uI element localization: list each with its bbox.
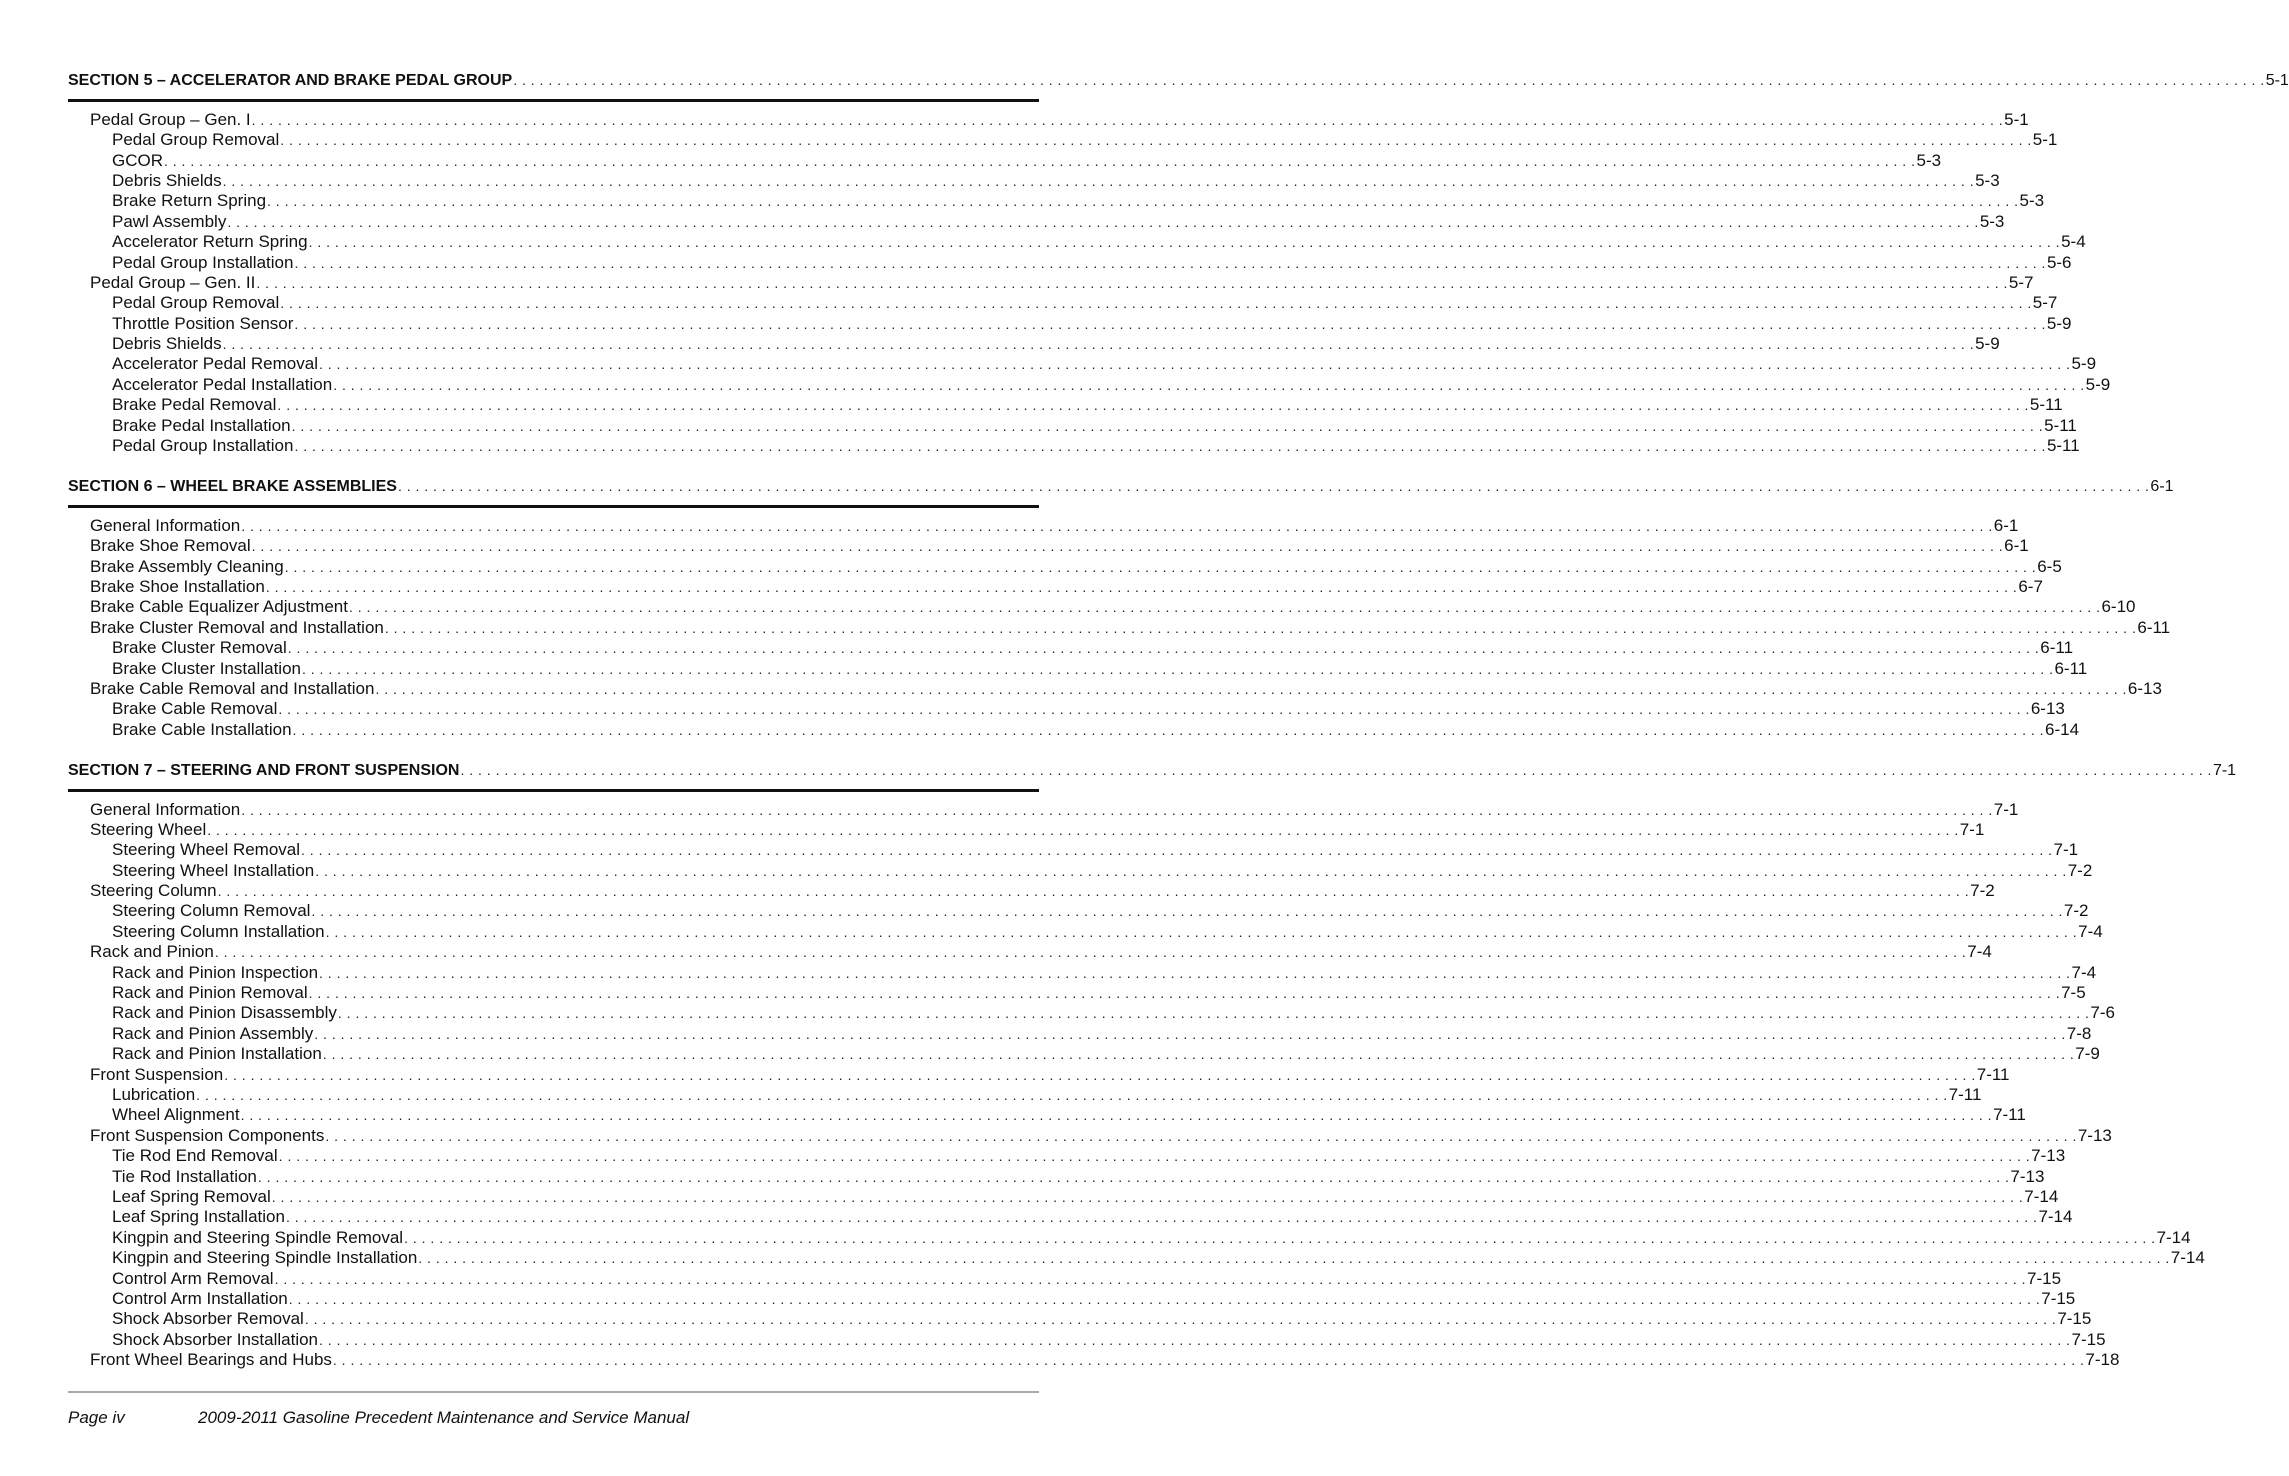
dot-leader: . . . . . . . . . . . . . . . . . . . . . . . . . . . . . . . . . . . . . . . . . . . . . . . . . . . . . . . . . . . . . . . . . . . . . . . . . . . . . . . . . . . . . . . . . . . . . . . . . . . . . . . . . . . . . . . . . . . . . . . . . . . . . . . . . . . . . . . . . . . . . . . . . . . . . . . . . . . . . . . . . . . . . . . . . . . . . . . . . . . . . . . . . . . . . . . . . . . . . . . . [257,1168,2010,1185]
dot-leader: . . . . . . . . . . . . . . . . . . . . . . . . . . . . . . . . . . . . . . . . . . . . . . . . . . . . . . . . . . . . . . . . . . . . . . . . . . . . . . . . . . . . . . . . . . . . . . . . . . . . . . . . . . . . . . . . . . . . . . . . . . . . . . . . . . . . . . . . . . . . . . . . . . . . . . . . . . . . . . . . . . . . . . . . . . . . . . . . . . . . . . . . . . . . . . . . . . . . . . . . [251,538,2004,555]
dot-leader: . . . . . . . . . . . . . . . . . . . . . . . . . . . . . . . . . . . . . . . . . . . . . . . . . . . . . . . . . . . . . . . . . . . . . . . . . . . . . . . . . . . . . . . . . . . . . . . . . . . . . . . . . . . . . . . . . . . . . . . . . . . . . . . . . . . . . . . . . . . . . . . . . . . . . . . . . . . . . . . . . . . . . . . . . . . . . . . . . . . . . . . . . . . . . . . . . . . . . . . . [375,680,2127,697]
dot-leader: . . . . . . . . . . . . . . . . . . . . . . . . . . . . . . . . . . . . . . . . . . . . . . . . . . . . . . . . . . . . . . . . . . . . . . . . . . . . . . . . . . . . . . . . . . . . . . . . . . . . . . . . . . . . . . . . . . . . . . . . . . . . . . . . . . . . . . . . . . . . . . . . . . . . . . . . . . . . . . . . . . . . . . . . . . . . . . . . . . . . . . . . . . . . . . . . . . . . . . . . [291,417,2044,434]
toc-entry[interactable] [68,109,2029,130]
entry-title: Debris Shields [112,334,222,354]
entry-title: Control Arm Installation [112,1288,288,1308]
page-number: 6-11 [2054,658,2088,678]
dot-leader: . . . . . . . . . . . . . . . . . . . . . . . . . . . . . . . . . . . . . . . . . . . . . . . . . . . . . . . . . . . . . . . . . . . . . . . . . . . . . . . . . . . . . . . . . . . . . . . . . . . . . . . . . . . . . . . . . . . . . . . . . . . . . . . . . . . . . . . . . . . . . . . . . . . . . . . . . . . . . . . . . . . . . . . . . . . . . . . . . . . . . . . . . . . . . . . . . . . . . . . . [274,1270,2027,1287]
page-number: 7-1 [1959,819,1985,839]
entry-title: Pedal Group – Gen. II [90,272,256,292]
dot-leader: . . . . . . . . . . . . . . . . . . . . . . . . . . . . . . . . . . . . . . . . . . . . . . . . . . . . . . . . . . . . . . . . . . . . . . . . . . . . . . . . . . . . . . . . . . . . . . . . . . . . . . . . . . . . . . . . . . . . . . . . . . . . . . . . . . . . . . . . . . . . . . . . . . . . . . . . . . . . . . . . . . . . . . . . . . . . . . . . . . . . . . . . . . . . . . . . . . . . . . . . [164,152,1916,169]
page-number: 7-1 [2212,761,2237,779]
dot-leader: . . . . . . . . . . . . . . . . . . . . . . . . . . . . . . . . . . . . . . . . . . . . . . . . . . . . . . . . . . . . . . . . . . . . . . . . . . . . . . . . . . . . . . . . . . . . . . . . . . . . . . . . . . . . . . . . . . . . . . . . . . . . . . . . . . . . . . . . . . . . . . . . . . . . . . . . . . . . . . . . . . . . . . . . . . . . . . . . . . . . . . . . . . . . . . . . . . . . . . . . [251,111,2004,128]
toc-entry[interactable] [68,962,2097,983]
dot-leader: . . . . . . . . . . . . . . . . . . . . . . . . . . . . . . . . . . . . . . . . . . . . . . . . . . . . . . . . . . . . . . . . . . . . . . . . . . . . . . . . . . . . . . . . . . . . . . . . . . . . . . . . . . . . . . . . . . . . . . . . . . . . . . . . . . . . . . . . . . . . . . . . . . . . . . . . . . . . . . . . . . . . . . . . . . . . . . . . . . . . . . . . . . . . . . . . . . . . . . . . [319,1331,2071,1348]
toc-entry[interactable] [68,1248,2205,1268]
page-number: 5-1 [2032,130,2058,150]
section-divider [68,505,1039,508]
page-number: 7-2 [2067,860,2093,880]
toc-entry[interactable] [68,983,2086,1003]
page-number: 5-1 [2004,109,2029,129]
page-number: 7-13 [2010,1166,2045,1186]
dot-leader: . . . . . . . . . . . . . . . . . . . . . . . . . . . . . . . . . . . . . . . . . . . . . . . . . . . . . . . . . . . . . . . . . . . . . . . . . . . . . . . . . . . . . . . . . . . . . . . . . . . . . . . . . . . . . . . . . . . . . . . . . . . . . . . . . . . . . . . . . . . . . . . . . . . . . . . . . . . . . . . . . . . . . . . . . . . . . . . . . . . . . . . . . . . . . . . . . . . . . . . . [513,72,2265,88]
page-number: 7-15 [2041,1288,2076,1308]
toc-entry[interactable] [68,1044,2100,1064]
page-number: 7-18 [2085,1350,2120,1370]
toc-entry[interactable] [68,860,2093,881]
entry-title: Control Arm Removal [112,1268,274,1288]
page-number: 6-11 [2040,638,2074,658]
toc-section [68,70,2289,456]
dot-leader: . . . . . . . . . . . . . . . . . . . . . . . . . . . . . . . . . . . . . . . . . . . . . . . . . . . . . . . . . . . . . . . . . . . . . . . . . . . . . . . . . . . . . . . . . . . . . . . . . . . . . . . . . . . . . . . . . . . . . . . . . . . . . . . . . . . . . . . . . . . . . . . . . . . . . . . . . . . . . . . . . . . . . . . . . . . . . . . . . . . . . . . . . . . . . . . . . . . . . . . . [301,660,2054,677]
toc-entry[interactable] [68,658,2088,679]
page-number: 5-9 [1975,334,2000,354]
entry-title: Leaf Spring Installation [112,1207,285,1227]
dot-leader: . . . . . . . . . . . . . . . . . . . . . . . . . . . . . . . . . . . . . . . . . . . . . . . . . . . . . . . . . . . . . . . . . . . . . . . . . . . . . . . . . . . . . . . . . . . . . . . . . . . . . . . . . . . . . . . . . . . . . . . . . . . . . . . . . . . . . . . . . . . . . . . . . . . . . . . . . . . . . . . . . . . . . . . . . . . . . . . . . . . . . . . . . . . . . . . . . . . . . . . . [292,721,2045,738]
section-divider [68,99,1039,102]
entry-title: Brake Shoe Installation [90,577,265,596]
toc-entry[interactable] [68,436,2080,456]
dot-leader: . . . . . . . . . . . . . . . . . . . . . . . . . . . . . . . . . . . . . . . . . . . . . . . . . . . . . . . . . . . . . . . . . . . . . . . . . . . . . . . . . . . . . . . . . . . . . . . . . . . . . . . . . . . . . . . . . . . . . . . . . . . . . . . . . . . . . . . . . . . . . . . . . . . . . . . . . . . . . . . . . . . . . . . . . . . . . . . . . . . . . . . . . . . . . . . . . . . . . . . . [267,193,2019,210]
page-number: 7-1 [2053,840,2079,860]
page-number: 7-8 [2066,1023,2092,1043]
page-number: 7-15 [2027,1268,2062,1288]
toc-entry[interactable] [68,1166,2045,1187]
entry-title: Brake Shoe Removal [90,536,251,556]
entry-title: Brake Pedal Removal [112,395,277,415]
dot-leader: . . . . . . . . . . . . . . . . . . . . . . . . . . . . . . . . . . . . . . . . . . . . . . . . . . . . . . . . . . . . . . . . . . . . . . . . . . . . . . . . . . . . . . . . . . . . . . . . . . . . . . . . . . . . . . . . . . . . . . . . . . . . . . . . . . . . . . . . . . . . . . . . . . . . . . . . . . . . . . . . . . . . . . . . . . . . . . . . . . . . . . . . . . . . . . . . . . . . . . . . [301,842,2053,859]
entry-title: Steering Wheel [90,819,207,839]
toc-entry[interactable] [68,617,2171,638]
entry-title: GCOR [112,150,163,170]
page-number: 5-3 [1975,170,2000,190]
toc-entry[interactable] [68,881,1995,901]
entry-title: Brake Return Spring [112,191,267,211]
toc-entry[interactable] [68,395,2063,415]
page-number: 7-13 [2077,1125,2112,1145]
dot-leader: . . . . . . . . . . . . . . . . . . . . . . . . . . . . . . . . . . . . . . . . . . . . . . . . . . . . . . . . . . . . . . . . . . . . . . . . . . . . . . . . . . . . . . . . . . . . . . . . . . . . . . . . . . . . . . . . . . . . . . . . . . . . . . . . . . . . . . . . . . . . . . . . . . . . . . . . . . . . . . . . . . . . . . . . . . . . . . . . . . . . . . . . . . . . . . . . . . . . . . . . [196,1086,1948,1103]
page-number: 6-1 [2150,478,2174,496]
toc-entry[interactable] [68,313,2072,334]
page-number: 6-5 [2037,556,2062,576]
entry-title: Throttle Position Sensor [112,313,294,333]
page-number: 5-3 [1916,150,1942,170]
toc-entry[interactable] [68,638,2074,658]
toc-entry[interactable] [68,130,2058,150]
page-number: 7-14 [2024,1186,2059,1206]
entry-title: Rack and Pinion Inspection [112,962,319,982]
page-number: 7-2 [2063,901,2089,921]
entry-title: Rack and Pinion Installation [112,1044,322,1064]
footer-manual-title: 2009-2011 Gasoline Precedent Maintenance and Service Manual [198,1408,690,1427]
toc-entry[interactable] [68,1023,2092,1044]
dot-leader: . . . . . . . . . . . . . . . . . . . . . . . . . . . . . . . . . . . . . . . . . . . . . . . . . . . . . . . . . . . . . . . . . . . . . . . . . . . . . . . . . . . . . . . . . . . . . . . . . . . . . . . . . . . . . . . . . . . . . . . . . . . . . . . . . . . . . . . . . . . . . . . . . . . . . . . . . . . . . . . . . . . . . . . . . . . . . . . . . . . . . . . . . . . . . . . . . . . . . . . . [319,964,2071,981]
page-number: 5-11 [2046,436,2080,456]
toc-entry[interactable] [68,1064,2010,1085]
page-number: 5-11 [2044,415,2077,435]
toc-section [68,476,2174,740]
entry-title: SECTION 6 – WHEEL BRAKE ASSEMBLIES [68,478,397,496]
entry-title: Shock Absorber Removal [112,1309,304,1329]
entry-title: Wheel Alignment [112,1105,240,1125]
entry-title: SECTION 5 – ACCELERATOR AND BRAKE PEDAL GROUP [68,72,513,89]
page-number: 7-14 [2170,1248,2205,1268]
page-number: 5-11 [2029,395,2063,415]
dot-leader: . . . . . . . . . . . . . . . . . . . . . . . . . . . . . . . . . . . . . . . . . . . . . . . . . . . . . . . . . . . . . . . . . . . . . . . . . . . . . . . . . . . . . . . . . . . . . . . . . . . . . . . . . . . . . . . . . . . . . . . . . . . . . . . . . . . . . . . . . . . . . . . . . . . . . . . . . . . . . . . . . . . . . . . . . . . . . . . . . . . . . . . . . . . . . . . . . . . . . . . . [271,1188,2024,1205]
dot-leader: . . . . . . . . . . . . . . . . . . . . . . . . . . . . . . . . . . . . . . . . . . . . . . . . . . . . . . . . . . . . . . . . . . . . . . . . . . . . . . . . . . . . . . . . . . . . . . . . . . . . . . . . . . . . . . . . . . . . . . . . . . . . . . . . . . . . . . . . . . . . . . . . . . . . . . . . . . . . . . . . . . . . . . . . . . . . . . . . . . . . . . . . . . . . . . . . . . . . . . . . [333,376,2085,393]
dot-leader: . . . . . . . . . . . . . . . . . . . . . . . . . . . . . . . . . . . . . . . . . . . . . . . . . . . . . . . . . . . . . . . . . . . . . . . . . . . . . . . . . . . . . . . . . . . . . . . . . . . . . . . . . . . . . . . . . . . . . . . . . . . . . . . . . . . . . . . . . . . . . . . . . . . . . . . . . . . . . . . . . . . . . . . . . . . . . . . . . . . . . . . . . . . . . . . . . . . . . . . . [332,1352,2085,1369]
page-number: 7-15 [2057,1309,2092,1329]
table-of-contents [68,70,2289,1390]
dot-leader: . . . . . . . . . . . . . . . . . . . . . . . . . . . . . . . . . . . . . . . . . . . . . . . . . . . . . . . . . . . . . . . . . . . . . . . . . . . . . . . . . . . . . . . . . . . . . . . . . . . . . . . . . . . . . . . . . . . . . . . . . . . . . . . . . . . . . . . . . . . . . . . . . . . . . . . . . . . . . . . . . . . . . . . . . . . . . . . . . . . . . . . . . . . . . . . . . . . . . . . . [277,397,2029,414]
page-number: 5-1 [2265,72,2289,89]
toc-entry[interactable] [68,921,2103,942]
page-number: 7-4 [2071,962,2097,982]
dot-leader: . . . . . . . . . . . . . . . . . . . . . . . . . . . . . . . . . . . . . . . . . . . . . . . . . . . . . . . . . . . . . . . . . . . . . . . . . . . . . . . . . . . . . . . . . . . . . . . . . . . . . . . . . . . . . . . . . . . . . . . . . . . . . . . . . . . . . . . . . . . . . . . . . . . . . . . . . . . . . . . . . . . . . . . . . . . . . . . . . . . . . . . . . . . . . . . . . . . . . . . . [315,862,2067,879]
dot-leader: . . . . . . . . . . . . . . . . . . . . . . . . . . . . . . . . . . . . . . . . . . . . . . . . . . . . . . . . . . . . . . . . . . . . . . . . . . . . . . . . . . . . . . . . . . . . . . . . . . . . . . . . . . . . . . . . . . . . . . . . . . . . . . . . . . . . . . . . . . . . . . . . . . . . . . . . . . . . . . . . . . . . . . . . . . . . . . . . . . . . . . . . . . . . . . . . . . . . . . . . [397,478,2150,495]
entry-title: Brake Cluster Removal and Installation [90,617,384,637]
dot-leader: . . . . . . . . . . . . . . . . . . . . . . . . . . . . . . . . . . . . . . . . . . . . . . . . . . . . . . . . . . . . . . . . . . . . . . . . . . . . . . . . . . . . . . . . . . . . . . . . . . . . . . . . . . . . . . . . . . . . . . . . . . . . . . . . . . . . . . . . . . . . . . . . . . . . . . . . . . . . . . . . . . . . . . . . . . . . . . . . . . . . . . . . . . . . . . . . . . . . . . . . [384,619,2137,636]
entry-title: Brake Assembly Cleaning [90,556,284,576]
dot-leader: . . . . . . . . . . . . . . . . . . . . . . . . . . . . . . . . . . . . . . . . . . . . . . . . . . . . . . . . . . . . . . . . . . . . . . . . . . . . . . . . . . . . . . . . . . . . . . . . . . . . . . . . . . . . . . . . . . . . . . . . . . . . . . . . . . . . . . . . . . . . . . . . . . . . . . . . . . . . . . . . . . . . . . . . . . . . . . . . . . . . . . . . . . . . . . . . . . . . . . . . [337,1005,2090,1022]
dot-leader: . . . . . . . . . . . . . . . . . . . . . . . . . . . . . . . . . . . . . . . . . . . . . . . . . . . . . . . . . . . . . . . . . . . . . . . . . . . . . . . . . . . . . . . . . . . . . . . . . . . . . . . . . . . . . . . . . . . . . . . . . . . . . . . . . . . . . . . . . . . . . . . . . . . . . . . . . . . . . . . . . . . . . . . . . . . . . . . . . . . . . . . . . . . . . . . . . . . . . . . . [348,599,2101,616]
page-number: 7-14 [2156,1227,2191,1247]
page-number: 6-13 [2127,678,2162,698]
dot-leader: . . . . . . . . . . . . . . . . . . . . . . . . . . . . . . . . . . . . . . . . . . . . . . . . . . . . . . . . . . . . . . . . . . . . . . . . . . . . . . . . . . . . . . . . . . . . . . . . . . . . . . . . . . . . . . . . . . . . . . . . . . . . . . . . . . . . . . . . . . . . . . . . . . . . . . . . . . . . . . . . . . . . . . . . . . . . . . . . . . . . . . . . . . . . . . . . . . . . . . . . [214,944,1967,961]
page-number: 7-9 [2075,1044,2100,1064]
dot-leader: . . . . . . . . . . . . . . . . . . . . . . . . . . . . . . . . . . . . . . . . . . . . . . . . . . . . . . . . . . . . . . . . . . . . . . . . . . . . . . . . . . . . . . . . . . . . . . . . . . . . . . . . . . . . . . . . . . . . . . . . . . . . . . . . . . . . . . . . . . . . . . . . . . . . . . . . . . . . . . . . . . . . . . . . . . . . . . . . . . . . . . . . . . . . . . . . . . . . . . . . [284,558,2037,575]
dot-leader: . . . . . . . . . . . . . . . . . . . . . . . . . . . . . . . . . . . . . . . . . . . . . . . . . . . . . . . . . . . . . . . . . . . . . . . . . . . . . . . . . . . . . . . . . . . . . . . . . . . . . . . . . . . . . . . . . . . . . . . . . . . . . . . . . . . . . . . . . . . . . . . . . . . . . . . . . . . . . . . . . . . . . . . . . . . . . . . . . . . . . . . . . . . . . . . . . . . . . . . . [280,132,2032,149]
dot-leader: . . . . . . . . . . . . . . . . . . . . . . . . . . . . . . . . . . . . . . . . . . . . . . . . . . . . . . . . . . . . . . . . . . . . . . . . . . . . . . . . . . . . . . . . . . . . . . . . . . . . . . . . . . . . . . . . . . . . . . . . . . . . . . . . . . . . . . . . . . . . . . . . . . . . . . . . . . . . . . . . . . . . . . . . . . . . . . . . . . . . . . . . . . . . . . . . . . . . . . . . [241,801,1993,818]
toc-entry[interactable] [68,1105,2026,1125]
dot-leader: . . . . . . . . . . . . . . . . . . . . . . . . . . . . . . . . . . . . . . . . . . . . . . . . . . . . . . . . . . . . . . . . . . . . . . . . . . . . . . . . . . . . . . . . . . . . . . . . . . . . . . . . . . . . . . . . . . . . . . . . . . . . . . . . . . . . . . . . . . . . . . . . . . . . . . . . . . . . . . . . . . . . . . . . . . . . . . . . . . . . . . . . . . . . . . . . . . . . . . . . [308,234,2061,251]
toc-entry[interactable] [68,1003,2115,1023]
entry-title: Brake Cable Installation [112,719,292,739]
entry-title: Tie Rod Installation [112,1166,257,1186]
page-number: 5-7 [2008,272,2034,292]
toc-entry[interactable] [68,577,2043,597]
dot-leader: . . . . . . . . . . . . . . . . . . . . . . . . . . . . . . . . . . . . . . . . . . . . . . . . . . . . . . . . . . . . . . . . . . . . . . . . . . . . . . . . . . . . . . . . . . . . . . . . . . . . . . . . . . . . . . . . . . . . . . . . . . . . . . . . . . . . . . . . . . . . . . . . . . . . . . . . . . . . . . . . . . . . . . . . . . . . . . . . . . . . . . . . . . . . . . . . . . . . . . . . [322,1046,2075,1063]
footer-page-number: Page iv [68,1408,125,1427]
page-number: 7-11 [1948,1084,1982,1104]
toc-entry[interactable] [68,334,2000,354]
page-number: 6-11 [2137,617,2171,637]
entry-title: Pedal Group Removal [112,130,280,150]
toc-entry[interactable] [68,272,2034,293]
dot-leader: . . . . . . . . . . . . . . . . . . . . . . . . . . . . . . . . . . . . . . . . . . . . . . . . . . . . . . . . . . . . . . . . . . . . . . . . . . . . . . . . . . . . . . . . . . . . . . . . . . . . . . . . . . . . . . . . . . . . . . . . . . . . . . . . . . . . . . . . . . . . . . . . . . . . . . . . . . . . . . . . . . . . . . . . . . . . . . . . . . . . . . . . . . . . . . . . . . . . . . . . [285,1209,2038,1226]
toc-entry[interactable] [68,597,2136,617]
toc-section [68,760,2237,1371]
dot-leader: . . . . . . . . . . . . . . . . . . . . . . . . . . . . . . . . . . . . . . . . . . . . . . . . . . . . . . . . . . . . . . . . . . . . . . . . . . . . . . . . . . . . . . . . . . . . . . . . . . . . . . . . . . . . . . . . . . . . . . . . . . . . . . . . . . . . . . . . . . . . . . . . . . . . . . . . . . . . . . . . . . . . . . . . . . . . . . . . . . . . . . . . . . . . . . . . . . . . . . . . [314,1025,2066,1042]
page-number: 6-14 [2045,719,2080,739]
toc-entry[interactable] [68,901,2089,921]
entry-title: Accelerator Return Spring [112,232,308,252]
dot-leader: . . . . . . . . . . . . . . . . . . . . . . . . . . . . . . . . . . . . . . . . . . . . . . . . . . . . . . . . . . . . . . . . . . . . . . . . . . . . . . . . . . . . . . . . . . . . . . . . . . . . . . . . . . . . . . . . . . . . . . . . . . . . . . . . . . . . . . . . . . . . . . . . . . . . . . . . . . . . . . . . . . . . . . . . . . . . . . . . . . . . . . . . . . . . . . . . . . . . . . . . [280,295,2032,312]
toc-entry[interactable] [68,799,2019,820]
entry-title: Leaf Spring Removal [112,1186,271,1206]
toc-entry[interactable] [68,1227,2191,1248]
entry-title: Rack and Pinion [90,942,214,962]
toc-entry[interactable] [68,170,2000,191]
section-heading[interactable] [68,760,2237,780]
entry-title: Front Suspension Components [90,1125,325,1145]
page-number: 7-11 [1976,1064,2010,1084]
entry-title: Brake Cluster Removal [112,638,287,658]
entry-title: Accelerator Pedal Removal [112,354,318,374]
toc-entry[interactable] [68,415,2077,436]
toc-entry[interactable] [68,840,2079,860]
entry-title: SECTION 7 – STEERING AND FRONT SUSPENSION [68,761,460,779]
toc-entry[interactable] [68,1207,2073,1227]
entry-title: Pedal Group Removal [112,293,280,313]
entry-title: Rack and Pinion Removal [112,983,308,1003]
entry-title: General Information [90,799,241,819]
page-number: 5-3 [1979,211,2005,231]
dot-leader: . . . . . . . . . . . . . . . . . . . . . . . . . . . . . . . . . . . . . . . . . . . . . . . . . . . . . . . . . . . . . . . . . . . . . . . . . . . . . . . . . . . . . . . . . . . . . . . . . . . . . . . . . . . . . . . . . . . . . . . . . . . . . . . . . . . . . . . . . . . . . . . . . . . . . . . . . . . . . . . . . . . . . . . . . . . . . . . . . . . . . . . . . . . . . . . . . . . . . . . . [294,254,2046,271]
page-number: 5-3 [2019,191,2045,211]
toc-entry[interactable] [68,515,2019,536]
entry-title: Kingpin and Steering Spindle Installation [112,1248,418,1268]
footer-divider [68,1391,1039,1393]
page-number: 5-9 [2071,354,2097,374]
entry-title: Kingpin and Steering Spindle Removal [112,1227,404,1247]
page-number: 6-7 [2018,577,2043,596]
entry-title: Rack and Pinion Assembly [112,1023,314,1043]
dot-leader: . . . . . . . . . . . . . . . . . . . . . . . . . . . . . . . . . . . . . . . . . . . . . . . . . . . . . . . . . . . . . . . . . . . . . . . . . . . . . . . . . . . . . . . . . . . . . . . . . . . . . . . . . . . . . . . . . . . . . . . . . . . . . . . . . . . . . . . . . . . . . . . . . . . . . . . . . . . . . . . . . . . . . . . . . . . . . . . . . . . . . . . . . . . . . . . . . . . . . . . . [256,274,2008,291]
toc-entry[interactable] [68,536,2029,556]
dot-leader: . . . . . . . . . . . . . . . . . . . . . . . . . . . . . . . . . . . . . . . . . . . . . . . . . . . . . . . . . . . . . . . . . . . . . . . . . . . . . . . . . . . . . . . . . . . . . . . . . . . . . . . . . . . . . . . . . . . . . . . . . . . . . . . . . . . . . . . . . . . . . . . . . . . . . . . . . . . . . . . . . . . . . . . . . . . . . . . . . . . . . . . . . . . . . . . . . . . . . . . . [308,985,2061,1002]
entry-title: Accelerator Pedal Installation [112,374,333,394]
dot-leader: . . . . . . . . . . . . . . . . . . . . . . . . . . . . . . . . . . . . . . . . . . . . . . . . . . . . . . . . . . . . . . . . . . . . . . . . . . . . . . . . . . . . . . . . . . . . . . . . . . . . . . . . . . . . . . . . . . . . . . . . . . . . . . . . . . . . . . . . . . . . . . . . . . . . . . . . . . . . . . . . . . . . . . . . . . . . . . . . . . . . . . . . . . . . . . . . . . . . . . . . [278,1148,2031,1165]
dot-leader: . . . . . . . . . . . . . . . . . . . . . . . . . . . . . . . . . . . . . . . . . . . . . . . . . . . . . . . . . . . . . . . . . . . . . . . . . . . . . . . . . . . . . . . . . . . . . . . . . . . . . . . . . . . . . . . . . . . . . . . . . . . . . . . . . . . . . . . . . . . . . . . . . . . . . . . . . . . . . . . . . . . . . . . . . . . . . . . . . . . . . . . . . . . . . . . . . . . . . . . . [224,1066,1976,1083]
toc-entry[interactable] [68,1186,2059,1207]
toc-entry[interactable] [68,719,2080,740]
entry-title: Steering Column Removal [112,901,311,921]
entry-title: Brake Pedal Installation [112,415,291,435]
page-number: 7-15 [2071,1329,2106,1349]
dot-leader: . . . . . . . . . . . . . . . . . . . . . . . . . . . . . . . . . . . . . . . . . . . . . . . . . . . . . . . . . . . . . . . . . . . . . . . . . . . . . . . . . . . . . . . . . . . . . . . . . . . . . . . . . . . . . . . . . . . . . . . . . . . . . . . . . . . . . . . . . . . . . . . . . . . . . . . . . . . . . . . . . . . . . . . . . . . . . . . . . . . . . . . . . . . . . . . . . . . . . . . . [288,1290,2041,1307]
entry-title: Shock Absorber Installation [112,1329,319,1349]
dot-leader: . . . . . . . . . . . . . . . . . . . . . . . . . . . . . . . . . . . . . . . . . . . . . . . . . . . . . . . . . . . . . . . . . . . . . . . . . . . . . . . . . . . . . . . . . . . . . . . . . . . . . . . . . . . . . . . . . . . . . . . . . . . . . . . . . . . . . . . . . . . . . . . . . . . . . . . . . . . . . . . . . . . . . . . . . . . . . . . . . . . . . . . . . . . . . . . . . . . . . . . . [460,761,2212,778]
dot-leader: . . . . . . . . . . . . . . . . . . . . . . . . . . . . . . . . . . . . . . . . . . . . . . . . . . . . . . . . . . . . . . . . . . . . . . . . . . . . . . . . . . . . . . . . . . . . . . . . . . . . . . . . . . . . . . . . . . . . . . . . . . . . . . . . . . . . . . . . . . . . . . . . . . . . . . . . . . . . . . . . . . . . . . . . . . . . . . . . . . . . . . . . . . . . . . . . . . . . . . . . [418,1250,2170,1267]
toc-entry[interactable] [68,819,1985,840]
dot-leader: . . . . . . . . . . . . . . . . . . . . . . . . . . . . . . . . . . . . . . . . . . . . . . . . . . . . . . . . . . . . . . . . . . . . . . . . . . . . . . . . . . . . . . . . . . . . . . . . . . . . . . . . . . . . . . . . . . . . . . . . . . . . . . . . . . . . . . . . . . . . . . . . . . . . . . . . . . . . . . . . . . . . . . . . . . . . . . . . . . . . . . . . . . . . . . . . . . . . . . . . [294,438,2046,455]
page-number: 5-9 [2046,313,2072,333]
dot-leader: . . . . . . . . . . . . . . . . . . . . . . . . . . . . . . . . . . . . . . . . . . . . . . . . . . . . . . . . . . . . . . . . . . . . . . . . . . . . . . . . . . . . . . . . . . . . . . . . . . . . . . . . . . . . . . . . . . . . . . . . . . . . . . . . . . . . . . . . . . . . . . . . . . . . . . . . . . . . . . . . . . . . . . . . . . . . . . . . . . . . . . . . . . . . . . . . . . . . . . . . [287,640,2040,657]
toc-entry[interactable] [68,1084,1982,1105]
page-number: 7-6 [2090,1003,2115,1023]
toc-entry[interactable] [68,150,1942,171]
toc-entry[interactable] [68,191,2045,211]
page-number: 6-13 [2030,699,2065,719]
toc-entry[interactable] [68,699,2065,719]
dot-leader: . . . . . . . . . . . . . . . . . . . . . . . . . . . . . . . . . . . . . . . . . . . . . . . . . . . . . . . . . . . . . . . . . . . . . . . . . . . . . . . . . . . . . . . . . . . . . . . . . . . . . . . . . . . . . . . . . . . . . . . . . . . . . . . . . . . . . . . . . . . . . . . . . . . . . . . . . . . . . . . . . . . . . . . . . . . . . . . . . . . . . . . . . . . . . . . . . . . . . . . . [294,315,2046,332]
page-number: 5-9 [2085,374,2111,394]
page-number: 6-10 [2101,597,2136,617]
entry-title: Pedal Group Installation [112,252,294,272]
dot-leader: . . . . . . . . . . . . . . . . . . . . . . . . . . . . . . . . . . . . . . . . . . . . . . . . . . . . . . . . . . . . . . . . . . . . . . . . . . . . . . . . . . . . . . . . . . . . . . . . . . . . . . . . . . . . . . . . . . . . . . . . . . . . . . . . . . . . . . . . . . . . . . . . . . . . . . . . . . . . . . . . . . . . . . . . . . . . . . . . . . . . . . . . . . . . . . . . . . . . . . . . [318,356,2071,373]
dot-leader: . . . . . . . . . . . . . . . . . . . . . . . . . . . . . . . . . . . . . . . . . . . . . . . . . . . . . . . . . . . . . . . . . . . . . . . . . . . . . . . . . . . . . . . . . . . . . . . . . . . . . . . . . . . . . . . . . . . . . . . . . . . . . . . . . . . . . . . . . . . . . . . . . . . . . . . . . . . . . . . . . . . . . . . . . . . . . . . . . . . . . . . . . . . . . . . . . . . . . . . . [222,336,1975,353]
dot-leader: . . . . . . . . . . . . . . . . . . . . . . . . . . . . . . . . . . . . . . . . . . . . . . . . . . . . . . . . . . . . . . . . . . . . . . . . . . . . . . . . . . . . . . . . . . . . . . . . . . . . . . . . . . . . . . . . . . . . . . . . . . . . . . . . . . . . . . . . . . . . . . . . . . . . . . . . . . . . . . . . . . . . . . . . . . . . . . . . . . . . . . . . . . . . . . . . . . . . . . . . [207,821,1959,838]
toc-entry[interactable] [68,1125,2112,1146]
toc-entry[interactable] [68,374,2111,395]
page-number: 7-14 [2038,1207,2073,1227]
page-number: 7-1 [1993,799,2019,819]
toc-entry[interactable] [68,942,1992,962]
dot-leader: . . . . . . . . . . . . . . . . . . . . . . . . . . . . . . . . . . . . . . . . . . . . . . . . . . . . . . . . . . . . . . . . . . . . . . . . . . . . . . . . . . . . . . . . . . . . . . . . . . . . . . . . . . . . . . . . . . . . . . . . . . . . . . . . . . . . . . . . . . . . . . . . . . . . . . . . . . . . . . . . . . . . . . . . . . . . . . . . . . . . . . . . . . . . . . . . . . . . . . . . [217,883,1970,900]
toc-entry[interactable] [68,1268,2062,1289]
entry-title: Pawl Assembly [112,211,227,231]
page-number: 7-2 [1970,881,1995,901]
entry-title: Steering Wheel Removal [112,840,301,860]
dot-leader: . . . . . . . . . . . . . . . . . . . . . . . . . . . . . . . . . . . . . . . . . . . . . . . . . . . . . . . . . . . . . . . . . . . . . . . . . . . . . . . . . . . . . . . . . . . . . . . . . . . . . . . . . . . . . . . . . . . . . . . . . . . . . . . . . . . . . . . . . . . . . . . . . . . . . . . . . . . . . . . . . . . . . . . . . . . . . . . . . . . . . . . . . . . . . . . . . . . . . . . . [241,517,1993,534]
section-divider [68,789,1039,792]
page-number: 7-13 [2031,1146,2066,1166]
entry-title: Brake Cable Removal and Installation [90,678,375,698]
page-number: 7-11 [1993,1105,2026,1125]
page-number: 5-6 [2046,252,2072,272]
entry-title: Steering Wheel Installation [112,860,315,880]
entry-title: Steering Column Installation [112,921,325,941]
page-number: 7-5 [2061,983,2086,1003]
toc-entry[interactable] [68,1329,2106,1350]
page-number: 6-1 [2004,536,2029,556]
dot-leader: . . . . . . . . . . . . . . . . . . . . . . . . . . . . . . . . . . . . . . . . . . . . . . . . . . . . . . . . . . . . . . . . . . . . . . . . . . . . . . . . . . . . . . . . . . . . . . . . . . . . . . . . . . . . . . . . . . . . . . . . . . . . . . . . . . . . . . . . . . . . . . . . . . . . . . . . . . . . . . . . . . . . . . . . . . . . . . . . . . . . . . . . . . . . . . . . . . . . . . . . [278,701,2030,718]
dot-leader: . . . . . . . . . . . . . . . . . . . . . . . . . . . . . . . . . . . . . . . . . . . . . . . . . . . . . . . . . . . . . . . . . . . . . . . . . . . . . . . . . . . . . . . . . . . . . . . . . . . . . . . . . . . . . . . . . . . . . . . . . . . . . . . . . . . . . . . . . . . . . . . . . . . . . . . . . . . . . . . . . . . . . . . . . . . . . . . . . . . . . . . . . . . . . . . . . . . . . . . . [227,213,1979,230]
dot-leader: . . . . . . . . . . . . . . . . . . . . . . . . . . . . . . . . . . . . . . . . . . . . . . . . . . . . . . . . . . . . . . . . . . . . . . . . . . . . . . . . . . . . . . . . . . . . . . . . . . . . . . . . . . . . . . . . . . . . . . . . . . . . . . . . . . . . . . . . . . . . . . . . . . . . . . . . . . . . . . . . . . . . . . . . . . . . . . . . . . . . . . . . . . . . . . . . . . . . . . . . [304,1311,2057,1328]
toc-entry[interactable] [68,252,2072,273]
entry-title: Brake Cable Removal [112,699,278,719]
dot-leader: . . . . . . . . . . . . . . . . . . . . . . . . . . . . . . . . . . . . . . . . . . . . . . . . . . . . . . . . . . . . . . . . . . . . . . . . . . . . . . . . . . . . . . . . . . . . . . . . . . . . . . . . . . . . . . . . . . . . . . . . . . . . . . . . . . . . . . . . . . . . . . . . . . . . . . . . . . . . . . . . . . . . . . . . . . . . . . . . . . . . . . . . . . . . . . . . . . . . . . . . [404,1229,2156,1246]
page-number: 6-1 [1993,515,2019,535]
page-number: 7-4 [2078,921,2103,941]
toc-entry[interactable] [68,1146,2066,1166]
entry-title: General Information [90,515,241,535]
entry-title: Front Wheel Bearings and Hubs [90,1350,332,1370]
page-number: 7-4 [1967,942,1992,962]
dot-leader: . . . . . . . . . . . . . . . . . . . . . . . . . . . . . . . . . . . . . . . . . . . . . . . . . . . . . . . . . . . . . . . . . . . . . . . . . . . . . . . . . . . . . . . . . . . . . . . . . . . . . . . . . . . . . . . . . . . . . . . . . . . . . . . . . . . . . . . . . . . . . . . . . . . . . . . . . . . . . . . . . . . . . . . . . . . . . . . . . . . . . . . . . . . . . . . . . . . . . . . . [325,1127,2077,1144]
entry-title: Lubrication [112,1084,196,1104]
dot-leader: . . . . . . . . . . . . . . . . . . . . . . . . . . . . . . . . . . . . . . . . . . . . . . . . . . . . . . . . . . . . . . . . . . . . . . . . . . . . . . . . . . . . . . . . . . . . . . . . . . . . . . . . . . . . . . . . . . . . . . . . . . . . . . . . . . . . . . . . . . . . . . . . . . . . . . . . . . . . . . . . . . . . . . . . . . . . . . . . . . . . . . . . . . . . . . . . . . . . . . . . [325,923,2078,940]
entry-title: Pedal Group – Gen. I [90,109,251,129]
entry-title: Rack and Pinion Disassembly [112,1003,337,1023]
toc-entry[interactable] [68,232,2086,252]
section-heading[interactable] [68,476,2174,496]
entry-title: Brake Cluster Installation [112,658,301,678]
toc-entry[interactable] [68,293,2058,313]
dot-leader: . . . . . . . . . . . . . . . . . . . . . . . . . . . . . . . . . . . . . . . . . . . . . . . . . . . . . . . . . . . . . . . . . . . . . . . . . . . . . . . . . . . . . . . . . . . . . . . . . . . . . . . . . . . . . . . . . . . . . . . . . . . . . . . . . . . . . . . . . . . . . . . . . . . . . . . . . . . . . . . . . . . . . . . . . . . . . . . . . . . . . . . . . . . . . . . . . . . . . . . . [311,903,2063,920]
dot-leader: . . . . . . . . . . . . . . . . . . . . . . . . . . . . . . . . . . . . . . . . . . . . . . . . . . . . . . . . . . . . . . . . . . . . . . . . . . . . . . . . . . . . . . . . . . . . . . . . . . . . . . . . . . . . . . . . . . . . . . . . . . . . . . . . . . . . . . . . . . . . . . . . . . . . . . . . . . . . . . . . . . . . . . . . . . . . . . . . . . . . . . . . . . . . . . . . . . . . . . . . [240,1107,1993,1124]
toc-entry[interactable] [68,1309,2092,1329]
toc-entry[interactable] [68,211,2005,232]
page-footer [68,1408,690,1428]
entry-title: Brake Cable Equalizer Adjustment [90,597,348,617]
toc-entry[interactable] [68,556,2062,577]
toc-entry[interactable] [68,1350,2120,1370]
dot-leader: . . . . . . . . . . . . . . . . . . . . . . . . . . . . . . . . . . . . . . . . . . . . . . . . . . . . . . . . . . . . . . . . . . . . . . . . . . . . . . . . . . . . . . . . . . . . . . . . . . . . . . . . . . . . . . . . . . . . . . . . . . . . . . . . . . . . . . . . . . . . . . . . . . . . . . . . . . . . . . . . . . . . . . . . . . . . . . . . . . . . . . . . . . . . . . . . . . . . . . . . [265,579,2018,595]
toc-entry[interactable] [68,354,2097,374]
entry-title: Tie Rod End Removal [112,1146,278,1166]
entry-title: Steering Column [90,881,217,901]
entry-title: Front Suspension [90,1064,224,1084]
section-heading[interactable] [68,70,2289,90]
entry-title: Debris Shields [112,170,222,190]
toc-entry[interactable] [68,678,2162,699]
toc-entry[interactable] [68,1288,2076,1309]
entry-title: Pedal Group Installation [112,436,294,456]
page-number: 5-7 [2032,293,2058,313]
dot-leader: . . . . . . . . . . . . . . . . . . . . . . . . . . . . . . . . . . . . . . . . . . . . . . . . . . . . . . . . . . . . . . . . . . . . . . . . . . . . . . . . . . . . . . . . . . . . . . . . . . . . . . . . . . . . . . . . . . . . . . . . . . . . . . . . . . . . . . . . . . . . . . . . . . . . . . . . . . . . . . . . . . . . . . . . . . . . . . . . . . . . . . . . . . . . . . . . . . . . . . . . [222,172,1975,189]
page-number: 5-4 [2061,232,2086,252]
